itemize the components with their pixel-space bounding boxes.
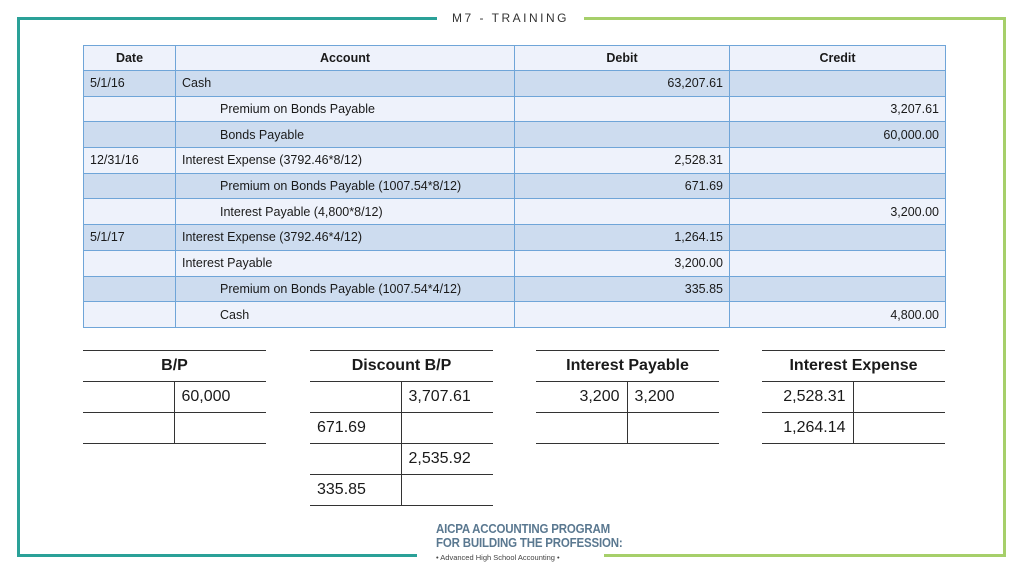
table-row	[84, 302, 946, 328]
table-row	[84, 148, 946, 174]
cell-account: Premium on Bonds Payable (1007.54*4/12)	[176, 276, 515, 302]
cell-debit	[515, 302, 730, 328]
t-account-title: Discount B/P	[351, 357, 452, 374]
cell-debit: 1,264.15	[515, 225, 730, 251]
cell-credit	[730, 71, 946, 97]
cell-account: Interest Expense (3792.46*8/12)	[176, 148, 515, 174]
t-account-debit-cell: 335.85	[310, 475, 402, 505]
t-account-title: Interest Expense	[789, 357, 918, 374]
table-row	[84, 199, 946, 225]
t-account-row	[310, 443, 493, 474]
t-account-row	[536, 412, 719, 444]
t-account-debit-cell	[536, 413, 628, 443]
t-account-credit-cell	[402, 475, 494, 505]
cell-date	[84, 250, 176, 276]
t-account-credit-cell	[402, 413, 494, 443]
cell-account: Interest Expense (3792.46*4/12)	[176, 225, 515, 251]
t-account-row	[83, 412, 266, 444]
cell-debit	[515, 199, 730, 225]
t-account-debit-cell	[310, 382, 402, 412]
table-row	[84, 225, 946, 251]
cell-credit	[730, 173, 946, 199]
t-account-credit-cell: 3,200	[634, 388, 675, 405]
aicpa-logo	[436, 522, 623, 562]
cell-date	[84, 96, 176, 122]
cell-date	[84, 276, 176, 302]
t-account-interest-payable	[536, 350, 719, 444]
cell-debit: 3,200.00	[515, 250, 730, 276]
t-account-row	[762, 381, 945, 412]
frame-line-right	[1003, 17, 1006, 557]
logo-tagline: • Advanced High School Accounting •	[436, 553, 560, 562]
t-account-title: Interest Payable	[566, 357, 689, 374]
t-account-debit-cell	[83, 382, 175, 412]
t-account-credit-cell: 2,535.92	[408, 450, 471, 467]
cell-debit: 63,207.61	[515, 71, 730, 97]
cell-credit: 60,000.00	[730, 122, 946, 148]
cell-credit	[730, 276, 946, 302]
cell-debit: 2,528.31	[515, 148, 730, 174]
table-row	[84, 250, 946, 276]
t-account-debit-cell: 1,264.14	[762, 413, 854, 443]
table-row	[84, 276, 946, 302]
cell-date	[84, 122, 176, 148]
t-account-credit-cell: 3,707.61	[408, 388, 471, 405]
t-account-discount-bp	[310, 350, 493, 506]
table-row	[84, 71, 946, 97]
frame-line-bottom-right	[604, 554, 1006, 557]
frame-line-bottom-left	[17, 554, 417, 557]
frame-line-left	[17, 17, 20, 557]
t-account-credit-cell	[854, 413, 946, 443]
cell-account: Premium on Bonds Payable	[176, 96, 515, 122]
t-account-credit-cell	[175, 413, 267, 443]
page-title: M7 - TRAINING	[452, 11, 569, 25]
t-account-row	[310, 474, 493, 506]
t-account-bonds-payable	[83, 350, 266, 444]
cell-credit: 3,207.61	[730, 96, 946, 122]
cell-account: Interest Payable (4,800*8/12)	[176, 199, 515, 225]
cell-account: Bonds Payable	[176, 122, 515, 148]
cell-debit	[515, 96, 730, 122]
cell-date: 5/1/16	[84, 71, 176, 97]
cell-debit	[515, 122, 730, 148]
cell-date	[84, 302, 176, 328]
table-header-row	[84, 46, 946, 71]
cell-account: Cash	[176, 71, 515, 97]
t-account-row	[310, 412, 493, 443]
cell-credit	[730, 148, 946, 174]
cell-debit: 671.69	[515, 173, 730, 199]
table-row	[84, 122, 946, 148]
frame-line-top-right	[584, 17, 1006, 20]
logo-line-1: AICPA ACCOUNTING PROGRAM	[436, 522, 611, 536]
column-header-debit: Debit	[515, 46, 730, 71]
cell-account: Interest Payable	[176, 250, 515, 276]
cell-account: Cash	[176, 302, 515, 328]
logo-line-2: FOR BUILDING THE PROFESSION:	[436, 536, 623, 550]
cell-credit	[730, 225, 946, 251]
cell-account: Premium on Bonds Payable (1007.54*8/12)	[176, 173, 515, 199]
frame-line-top-left	[17, 17, 437, 20]
t-account-credit-cell	[628, 413, 720, 443]
t-account-debit-cell: 2,528.31	[762, 382, 854, 412]
column-header-date: Date	[84, 46, 176, 71]
cell-credit	[730, 250, 946, 276]
cell-credit: 4,800.00	[730, 302, 946, 328]
column-header-account: Account	[176, 46, 515, 71]
cell-credit: 3,200.00	[730, 199, 946, 225]
table-row	[84, 173, 946, 199]
t-account-row	[536, 381, 719, 412]
cell-date: 5/1/17	[84, 225, 176, 251]
t-account-debit-cell	[83, 413, 175, 443]
t-account-row	[762, 412, 945, 444]
table-row	[84, 96, 946, 122]
cell-debit: 335.85	[515, 276, 730, 302]
journal-entry-table	[83, 45, 946, 328]
cell-date	[84, 173, 176, 199]
cell-date	[84, 199, 176, 225]
cell-date: 12/31/16	[84, 148, 176, 174]
t-account-debit-cell	[310, 444, 402, 474]
t-account-credit-cell	[854, 382, 946, 412]
t-account-credit-cell: 60,000	[181, 388, 231, 405]
t-account-interest-expense	[762, 350, 945, 444]
t-account-debit-cell: 3,200	[536, 382, 628, 412]
t-account-title: B/P	[161, 357, 188, 374]
t-account-row	[310, 381, 493, 412]
column-header-credit: Credit	[730, 46, 946, 71]
t-account-row	[83, 381, 266, 412]
t-account-debit-cell: 671.69	[310, 413, 402, 443]
